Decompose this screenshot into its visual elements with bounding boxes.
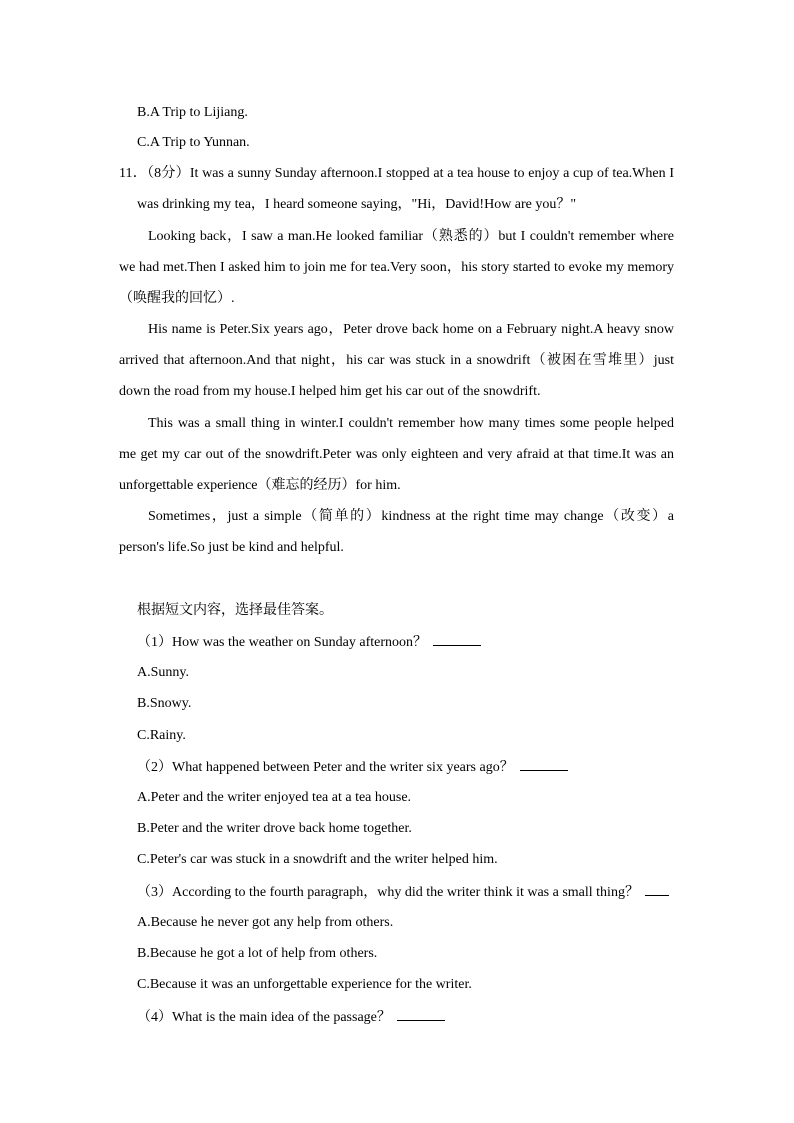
question-header: 11．（8分）It was a sunny Sunday afternoon.I stopped at a tea house to enjoy a cup of tea.When I <box>119 166 674 181</box>
question-stem: （4）What is the main idea of the passage？ <box>137 1010 391 1025</box>
sub-question-2 <box>137 758 568 777</box>
option-text: A.Because he never got any help from others. <box>137 915 394 930</box>
option-text: A.Peter and the writer enjoyed tea at a tea house. <box>137 790 412 805</box>
option-text: B.Snowy. <box>137 696 192 711</box>
passage-line: Sometimes，just a simple（简单的）kindness at the right time may change（改变）a <box>148 509 674 524</box>
option-text: C.Because it was an unforgettable experience for the writer. <box>137 977 472 992</box>
sub-question-4 <box>137 1008 445 1027</box>
option-text: B.A Trip to Lijiang. <box>137 105 248 120</box>
answer-blank[interactable] <box>397 1008 445 1021</box>
passage-line: down the road from my house.I helped him get his car out of the snowdrift. <box>119 384 541 399</box>
question-stem: （3）According to the fourth paragraph，why did the writer think it was a small thing？ <box>137 885 639 900</box>
passage-line: me get my car out of the snowdrift.Peter was only eighteen and very afraid at that time.It was an <box>119 447 674 462</box>
option-text: B.Peter and the writer drove back home together. <box>137 821 412 836</box>
passage-line: unforgettable experience（难忘的经历）for him. <box>119 478 401 493</box>
instruction-text: 根据短文内容，选择最佳答案。 <box>137 603 333 618</box>
answer-blank[interactable] <box>433 633 481 646</box>
passage-line: His name is Peter.Six years ago，Peter drove back home on a February night.A heavy snow <box>148 322 674 337</box>
answer-blank[interactable] <box>645 883 669 896</box>
passage-line: Looking back，I saw a man.He looked familiar（熟悉的）but I couldn't remember where <box>148 229 674 244</box>
sub-question-1 <box>137 633 481 652</box>
option-text: A.Sunny. <box>137 665 189 680</box>
question-stem: （1）How was the weather on Sunday afternoon？ <box>137 635 428 650</box>
passage-line: was drinking my tea，I heard someone saying，"Hi，David!How are you？" <box>137 197 577 212</box>
option-text: C.Peter's car was stuck in a snowdrift and the writer helped him. <box>137 852 498 867</box>
passage-line: we had met.Then I asked him to join me for tea.Very soon，his story started to evoke my memory <box>119 260 674 275</box>
option-text: B.Because he got a lot of help from others. <box>137 946 378 961</box>
question-stem: （2）What happened between Peter and the writer six years ago？ <box>137 760 514 775</box>
sub-question-3 <box>137 883 669 902</box>
passage-line: This was a small thing in winter.I couldn't remember how many times some people helped <box>148 416 674 431</box>
option-text: C.A Trip to Yunnan. <box>137 135 250 150</box>
option-text: C.Rainy. <box>137 728 186 743</box>
passage-line: arrived that afternoon.And that night，his car was stuck in a snowdrift（被困在雪堆里）just <box>119 353 674 368</box>
answer-blank[interactable] <box>520 758 568 771</box>
passage-line: person's life.So just be kind and helpful. <box>119 540 344 555</box>
passage-line: （唤醒我的回忆）. <box>119 291 235 306</box>
